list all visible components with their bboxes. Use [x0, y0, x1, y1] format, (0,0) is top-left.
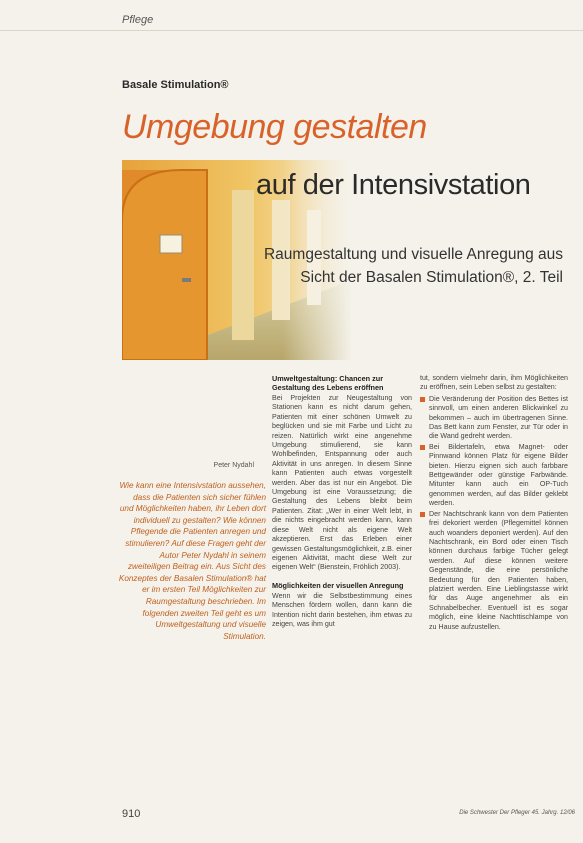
list-item: Die Veränderung der Position des Bettes ist sinnvoll, um einen anderen Blickwinkel zu bekommen – auch im übertragenen Sinne. Das Bett kann zum Fenster, zur Tür oder in die Wand gedreht werden.	[420, 395, 568, 442]
text-column-1	[272, 374, 412, 629]
paragraph: Bei Projekten zur Neugestaltung von Stationen kann es nicht darum gehen, Patienten mit einer schönen Umwelt zu beglücken und sie mit Farbe und Licht zu reizen. Natürlich wirkt eine angenehme Umgebung stimulierend, sie kann Wohlbefinden, Entspannung oder auch Aktivität in uns anregen. In diesem Sinne kann Patienten auch etwas vorgestellt werden. Aber das ist nur ein Angebot. Die Umgebung ist eine Voraussetzung; die Gestaltung des Lebens bleibt beim Patienten. Zitat: „Wer in einer Welt lebt, in die nichts eingebracht werden kann, kann diese Welt nicht als eigene Welt akzeptieren. Erst das Erleben einer gewissen Gestaltungsmöglichkeit, z.B. einer eigenen Aktivität, macht diese Welt zur eigenen Welt“ (Bienstein, Fröhlich 2003).	[272, 394, 412, 572]
header-rule	[0, 30, 583, 31]
list-item: Bei Bildertafeln, etwa Magnet- oder Pinnwand können Platz für eigene Bilder bieten. Hierzu eignen sich auch farbbare Bettgewänder oder günstige Farbwände. Mitunter kann auch ein OP-Tuch genommen werden, auf das Bilder geklebt werden.	[420, 443, 568, 509]
article-intro: Wie kann eine Intensivstation aussehen, dass die Patienten sich sicher fühlen und Möglichkeiten haben, ihr Leben dort individuell zu gestalten? Wie können Pflegende die Patienten anregen und stimulieren? Auf diese Fragen geht der Autor Peter Nydahl in seinem zweiteiligen Beitrag ein. Aus Sicht des Konzeptes der Basalen Stimulation® hat er im ersten Teil Möglichkeiten zur Raumgestaltung beschrieben. Im folgenden zweiten Teil geht es um Umweltgestaltung und visuelle Stimulation.	[118, 481, 266, 641]
list-item: Der Nachtschrank kann von dem Patienten frei dekoriert werden (Pflegemittel können auch woanders deponiert werden). Auf den Nachtschrank, ein Bord oder einen Tisch können durchaus farbige Tücher gelegt werden. Auf diese können weitere Gegenstände, die eine persönliche Bedeutung für den Patienten haben, platziert werden. Eine Lieblingstasse wirkt für das Auge angenehmer als ein Schnabelbecher. Eventuell ist es sogar möglich, eine kleine Nachttischlampe von zu Hause aufzustellen.	[420, 510, 568, 632]
article-kicker: Basale Stimulation®	[122, 79, 229, 91]
paragraph: Wenn wir die Selbstbestimmung eines Menschen fördern wollen, dann kann die Intention nicht darin bestehen, ihm etwas zu zeigen, was ihm gut	[272, 591, 412, 628]
bullet-square-icon	[420, 397, 425, 402]
section-heading-visuelle-anregung: Möglichkeiten der visuellen Anregung	[272, 580, 404, 590]
paragraph: tut, sondern vielmehr darin, ihm Möglichkeiten zu eröffnen, sein Leben selbst zu gestalten:	[420, 374, 568, 392]
text-column-2	[420, 374, 568, 633]
bullet-square-icon	[420, 512, 425, 517]
journal-footer: Die Schwester Der Pfleger 45. Jahrg. 12/06	[459, 810, 575, 816]
photo-credit: Peter Nydahl	[213, 462, 254, 469]
section-label: Pflege	[122, 14, 154, 26]
article-subtitle: Raumgestaltung und visuelle Anregung aus Sicht der Basalen Stimulation®, 2. Teil	[263, 246, 563, 286]
page-number: 910	[122, 808, 141, 820]
article-title-line2: auf der Intensivstation	[256, 169, 531, 201]
section-heading-umweltgestaltung: Umweltgestaltung: Chancen zur Gestaltung des Lebens eröffnen	[272, 374, 384, 392]
bullet-square-icon	[420, 445, 425, 450]
article-title-line1: Umgebung gestalten	[122, 108, 427, 146]
